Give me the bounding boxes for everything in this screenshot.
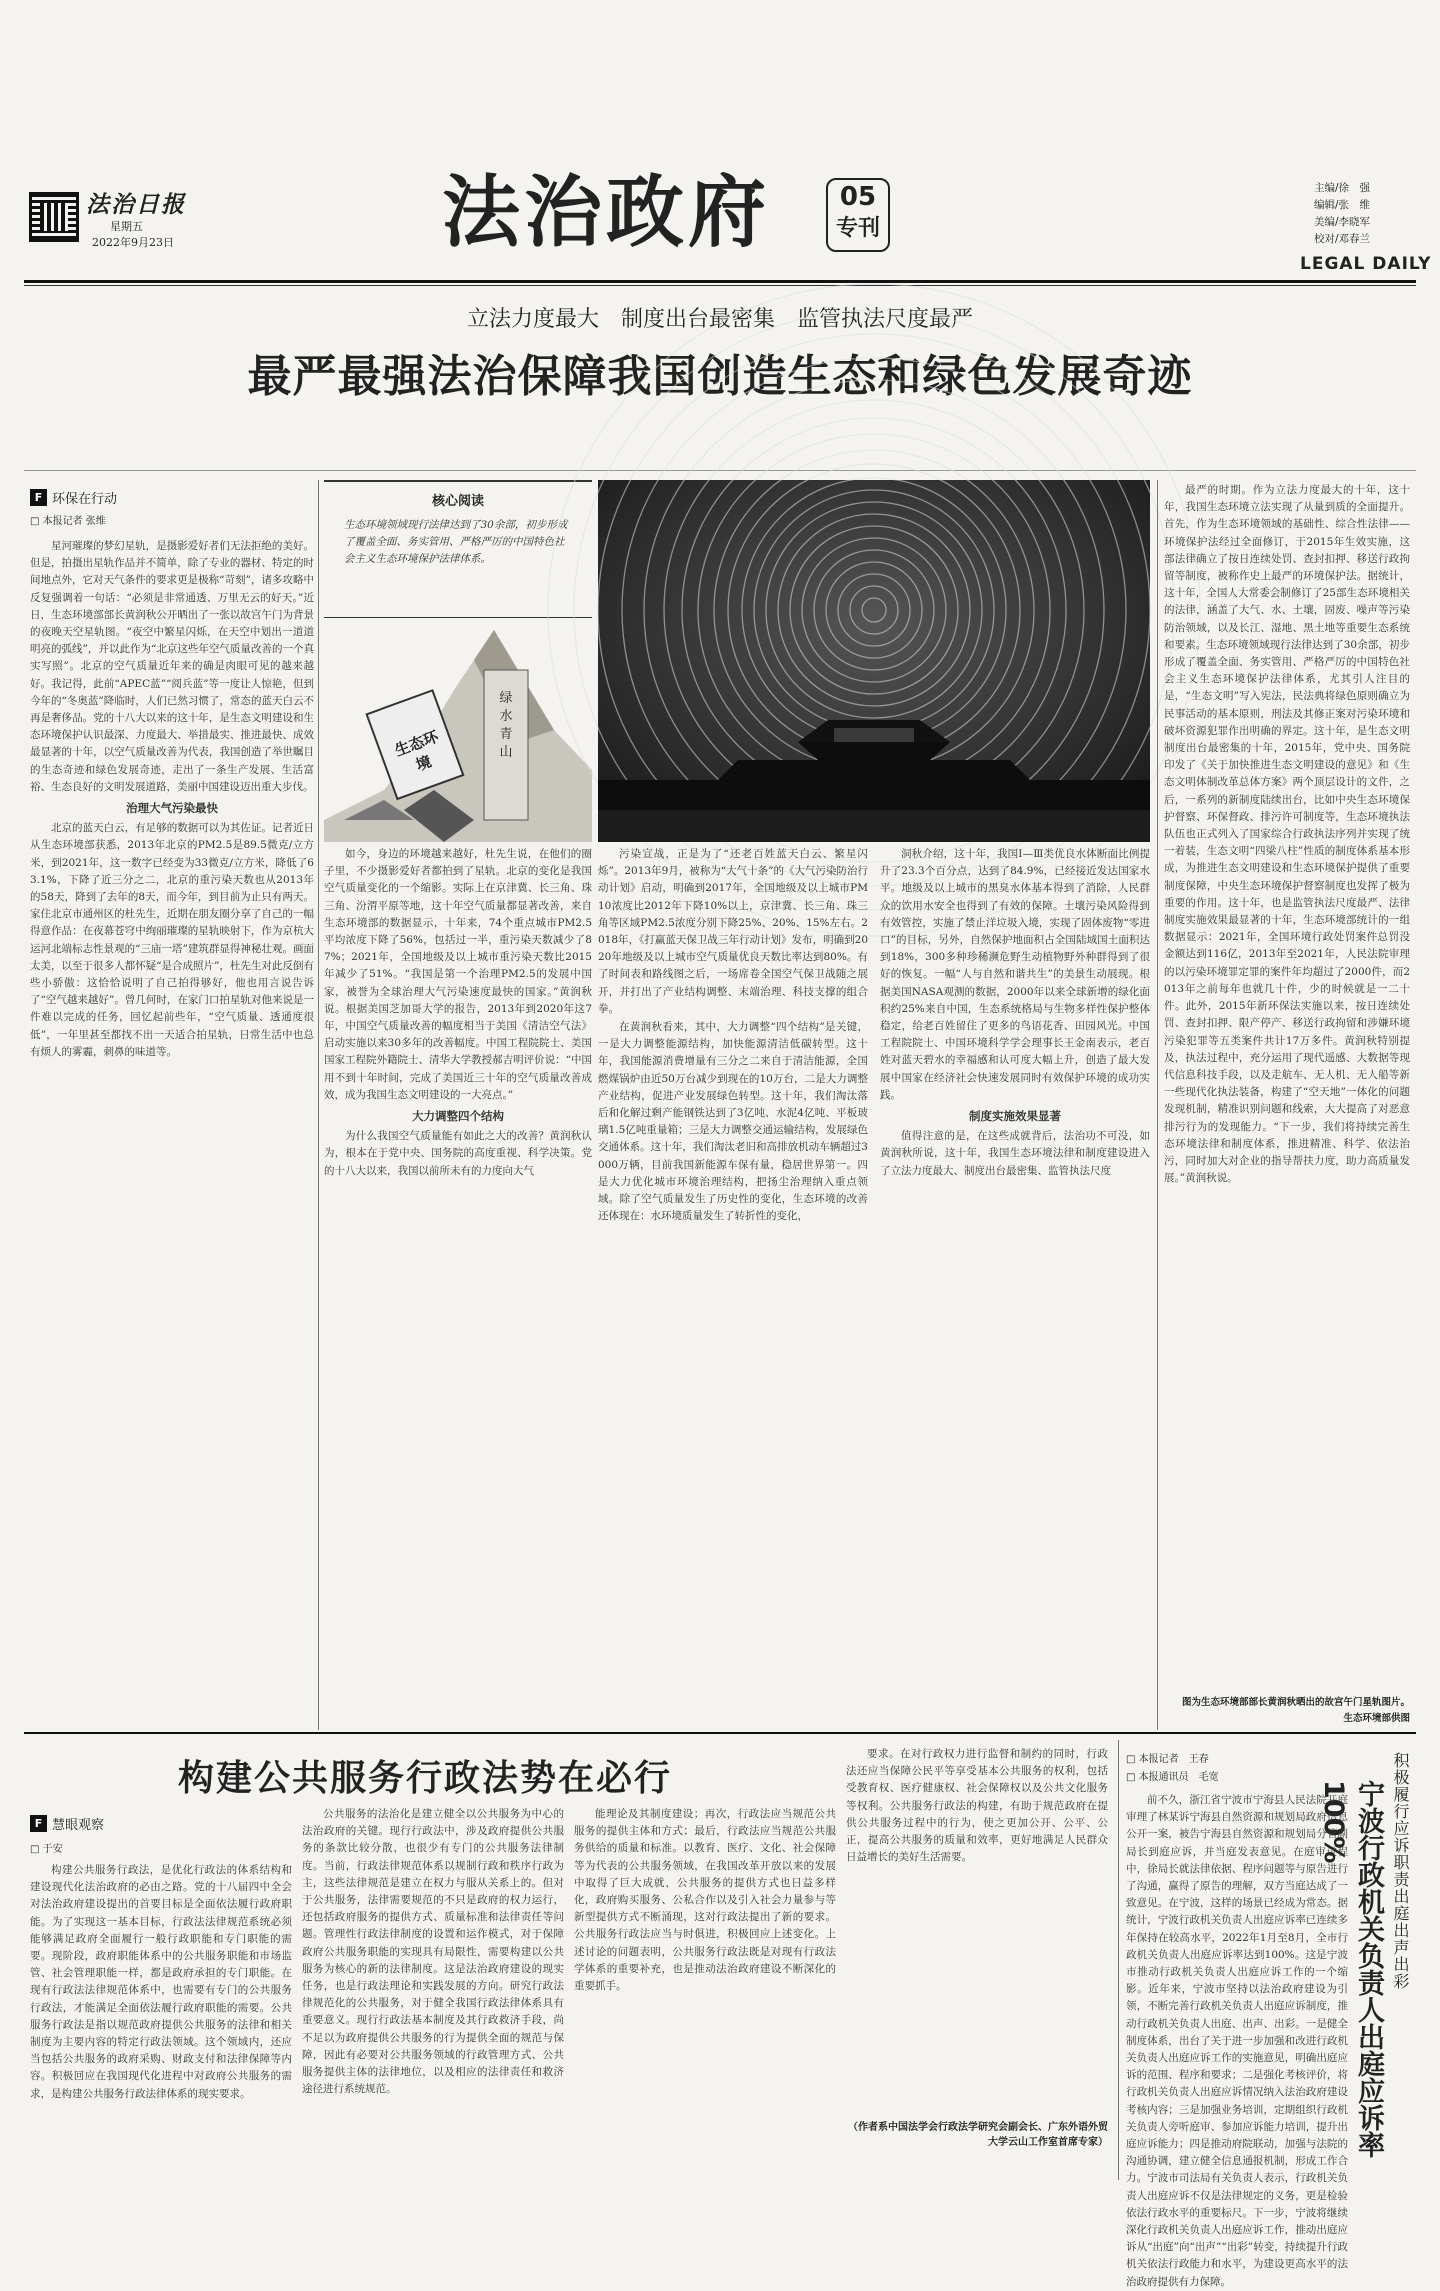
article3-text [1126, 1792, 1348, 2288]
lead-col2-text-a: 如今，身边的环境越来越好，杜先生说，在他们的圈子里，不少摄影爱好者都拍到了星轨。北京的变化是我国空气质量变化的一个缩影。实际上在京津冀、长三角、珠三角、汾渭平原等地，这十年空气质量都显著改善，来自生态环境部的数据显示，十年来，74个重点城市PM2.5平均浓度下降了56%，包括过一半，重污染天数减少了87%；2021年，全国地级及以上城市重污染天数比2015年减少了51%。“我国是第一个治理PM2.5的发展中国家，被誉为全球治理大气污染速度最快的国家。”黄润秋说。根据美国芝加哥大学的报告，2013年到2020年这7年，中国空气质量改善的幅度相当于美国《清洁空气法》启动实施以来30多年的改善幅度。中国工程院院士、美国国家工程院外籍院士、清华大学教授郝吉明评价说：“中国用不到十年时间，完成了美国近三十年的空气质量改善成效，成为我国生态文明建设的一大亮点。” [324, 848, 592, 1101]
lead-col1 [30, 538, 314, 1720]
article3-byline-1: □ 本报记者 王春 [1126, 1754, 1209, 1765]
lead-headline: 最严最强法治保障我国创造生态和绿色发展奇迹 [247, 351, 1193, 402]
photo-credit: 生态环境部供图 [1343, 1713, 1410, 1724]
lead-col3 [598, 846, 868, 1720]
column-logo-icon: F [30, 489, 47, 506]
lead-col5 [1164, 482, 1410, 1692]
lead-col3-text-a: 污染宣战，正是为了“还老百姓蓝天白云、繁星闪烁”。2013年9月，被称为“大气十条”的《大气污染防治行动计划》启动，明确到2017年，全国地级及以上城市PM10浓度比2012年下降10%以上，京津冀、长三角、珠三角等区域PM2.5浓度分别下降25%、20%、15%左右。2018年，《打赢蓝天保卫战三年行动计划》发布，明确到2020年地级及以上城市空气质量优良天数比率达到80%。有了时间表和路线图之后，一场席卷全国空气保卫战随之展开，并打出了产业结构调整、末端治理、科技支撑的组合拳。 [598, 848, 869, 1015]
illustration-svg [324, 620, 592, 842]
photo-caption: 图为生态环境部部长黄润秋晒出的故宫午门星轨图片。 [1181, 1697, 1410, 1708]
lead-subhead-3: 制度实施效果显著 [969, 1109, 1061, 1124]
core-reading-box [324, 480, 592, 618]
issue-date: 2022年9月23日 [92, 236, 174, 249]
column-logo-icon: F [30, 1815, 47, 1832]
brand-english: LEGAL DAILY [1300, 254, 1432, 274]
core-reading-title: 核心阅读 [431, 494, 484, 509]
lead-column-name: 环保在行动 [52, 492, 118, 507]
staff-proofreader: 校对/邓春兰 [1314, 233, 1371, 245]
lead-subhead-2: 大力调整四个结构 [412, 1109, 504, 1124]
lead-col4-text-a: 洞秋介绍，这十年，我国Ⅰ—Ⅲ类优良水体断面比例提升了23.3个百分点，达到了84.9%，已经接近发达国家水平。地级及以上城市的黑臭水体基本得到了消除，人民群众的饮用水安全也得到了有效的保障。土壤污染风险得到有效管控，实施了禁止洋垃圾入境，实现了固体废物“零进口”的目标，另外，自然保护地面积占全国陆域国土面积达到18%，300多种珍稀濒危野生动植物野外种群得到了很好的恢复。一幅“人与自然和谐共生”的美景生动展现。根据美国NASA观测的数据，2000年以来全球新增的绿化面积约25%来自中国，生态系统格局与生物多样性保护整体稳定，给老百姓留住了更多的鸟语花香、田园风光。中国工程院院士、中国环境科学学会理事长王金南表示，老百姓对蓝天碧水的幸福感和认可度大幅上升，创造了最大发展中国家在经济社会快速发展同时有效保护环境的成功实践。 [880, 848, 1150, 1101]
illustration-tag: 绿水青山 [499, 691, 513, 760]
lead-col4 [880, 846, 1150, 1720]
divider [318, 480, 319, 1730]
divider [1118, 1740, 1119, 2180]
lead-column-label [30, 488, 117, 507]
lead-col1-text-a: 星河璀璨的梦幻星轨，是摄影爱好者们无法拒绝的美好。但是，拍摄出星轨作品并不简单，除了专业的器材、特定的时间地点外，它对天气条件的要求更是极称“苛刻”，诸多攻略中反复强调着一句话：“必须是非常通透、万里无云的好天。”近日，生态环境部部长黄润秋公开晒出了一张以故宫午门为背景的夜晚天空星轨图。“夜空中繁星闪烁，在天空中划出一道道明亮的弧线”，并以此作为“北京这些年空气质量改善的一个真实写照”。北京的空气质量近年来的确是肉眼可见的越来越好。我记得，此前“APEC蓝”“阅兵蓝”等一度让人惊艳，但到今年的“冬奥蓝”降临时，人们已然习惯了，常态的蓝天白云不再是奢侈品。党的十八大以来的这十年，是生态文明建设和生态环境保护认识最深、力度最大、举措最实、推进最快、成效最显著的十年，以空气质量改善为代表，我国创造了举世瞩目的生态奇迹和绿色发展奇迹，走出了一条生产发展、生活富裕、生态良好的文明发展道路，美丽中国建设迈出重大步伐。 [30, 540, 314, 793]
section-title: 法治政府 [442, 168, 771, 258]
lead-col4-text-b: 值得注意的是，在这些成就背后，法治功不可没，如黄润秋所说，这十年，我国生态环境法律和制度建设进入了立法力度最大、制度出台最密集、监管执法尺度 [880, 1130, 1150, 1177]
lead-col2-text-b: 为什么我国空气质量能有如此之大的改善？黄润秋认为，根本在于党中央、国务院的高度重视、科学决策。党的十八大以来，我国以前所未有的力度向大气 [324, 1130, 592, 1177]
core-reading-text: 生态环境领域现行法律达到了30余部，初步形成了覆盖全面、务实管用、严格严厉的中国特色社会主义生态环境保护法律体系。 [344, 519, 568, 565]
illustration [324, 620, 592, 842]
article2-col3-text: 能理论及其制度建设；再次，行政法应当规范公共服务的提供主体和方式；最后，行政法应当规范公共服务供给的质量和标准。以教育、医疗、文化、社会保障等为代表的公共服务领域，在我国改革开放以来的发展中取得了巨大成就，公共服务的提供方式也日益多样化，政府购买服务、公私合作以及引入社会力量参与等新型提供方式不断涌现，这对行政法提出了新的要求。公共服务行政法应当与时俱进，积极回应上述变化。上述讨论的问题表明，公共服务行政法既是对现有行政法学体系的重要补充，也是推动法治政府建设不断深化的重要抓手。 [574, 1808, 836, 1993]
weekday: 星期五 [110, 220, 143, 233]
article3-headline-vertical: 宁波行政机关负责人出庭应诉率100% [1318, 1780, 1384, 2158]
illustration-sign: 生态环境 [392, 727, 441, 775]
staff-editor: 编辑/张 维 [1314, 199, 1371, 211]
article2-col4 [846, 1746, 1108, 2108]
page-number: 05 [839, 182, 877, 212]
lead-col2 [324, 846, 592, 1720]
article2-headline: 构建公共服务行政法势在必行 [177, 1758, 672, 1799]
staff-list [1314, 180, 1370, 248]
staff-art-editor: 美编/李晓军 [1314, 216, 1371, 228]
lead-col1-text-b: 北京的蓝天白云，有足够的数据可以为其佐证。记者近日从生态环境部获悉，2013年北京的PM2.5是89.5微克/立方米，到2021年，这一数字已经变为33微克/立方米，降低了63.1%，下降了近三分之二，北京的重污染天数也从2013年的58天，降到了去年的8天，而今年，到目前为止只有两天。家住北京市通州区的杜先生，近期在朋友圈分享了自己的一幅得意作品：在夜幕苍穹中绚丽璀璨的星轨映射下，作为京杭大运河北端标志性景观的“三庙一塔”建筑群显得神秘壮观。画面太美，以至于很多人都怀疑“是合成照片”，杜先生对此反倒有些小骄傲：这恰恰说明了自己拍得够好，他也用言说告诉了“空气越来越好”。曾几何时，在家门口拍星轨对他来说是一件难以完成的任务，回忆起前些年，“空气质量、透通度很低”，一年里甚至都找不出一天适合拍星轨，日常生活中也总有烦人的雾霾，刺鼻的味道等。 [30, 822, 314, 1058]
divider [1157, 480, 1158, 1730]
masthead-rule-thin [24, 285, 1416, 286]
article2-byline: □ 于安 [30, 1844, 63, 1855]
article2-col2-text: 公共服务的法治化是建立健全以公共服务为中心的法治政府的关键。现行行政法中，涉及政府提供公共服务的条款比较分散，也很少有专门的公共服务法律制度。当前，行政法律规范体系以规制行政和秩序行政为主，这些法律规范是建立在权力与服从关系上的。但对于公共服务，法律需要规范的不只是政府的权力运行，还包括政府服务的提供方式、质量标准和法律责任等问题。管理性行政法律制度的设置和运作模式，对于保障政府公共服务职能的实现具有局限性，需要构建以公共服务为核心的新的法律制度。这是法治政府建设的现实任务，也是行政法理论和实践发展的方向。研究行政法律规范化的公共服务，对于健全我国行政法律体系具有重要意义。现行行政法基本制度及其行政救济手段，尚不足以为政府提供公共服务的行为提供全面的规范与保障，因此有必要对公共服务领域的行政管理方式、公共服务提供主体的法律地位，以及相应的法律责任和救济途径进行系统规范。 [302, 1808, 564, 2096]
page-type: 专刊 [835, 216, 880, 241]
article2-col1-text: 构建公共服务行政法，是优化行政法的体系结构和建设现代化法治政府的必由之路。党的十八届四中全会对法治政府建设提出的首要目标是全面依法履行政府职能。为了实现这一基本目标，行政法法律规范系统必须能够满足政府全面履行一般行政职能和专门职能的需要。现阶段，政府职能体系中的公共服务职能和市场监管、社会管理职能一样，都是政府承担的专门职能。在现有行政法法律规范体系中，也需要有专门的公共服务行政法，才能满足全面依法履行政府职能的需要。公共服务行政法是指以规范政府提供公共服务的法律和相关制度为主要内容的特定行政法领域。这个领域内，还应当包括公共服务的政府采购、财政支付和法律保障等内容。积极回应在我国现代化进程中对政府公共服务的需求，是构建公共服务行政法律体系的现实要求。 [30, 1864, 292, 2100]
lead-col3-text-b: 在黄润秋看来，其中，大力调整“四个结构”是关键，一是大力调整能源结构，加快能源清洁低碳转型。这十年，我国能源消费增量有三分之二来自于清洁能源，全国燃煤锅炉由近50万台减少到现在的10万台，二是大力调整产业结构，促进产业发展绿色转型。这十年，我们淘汰落后和化解过剩产能钢铁达到了3亿吨、水泥4亿吨、平板玻璃1.5亿吨重量箱；三是大力调整交通运输结构，发展绿色交通体系。这十年，我们淘汰老旧和高排放机动车辆超过3000万辆，目前我国新能源车保有量，稳居世界第一。四是大力优化城市环境治理结构，把扬尘治理纳入重点领域。除了空气质量发生了历史性的变化，生态环境的改善还体现在：水环境质量发生了转折性的变化， [598, 1021, 868, 1223]
article2-col3 [574, 1806, 836, 2174]
masthead-rule [24, 280, 1416, 283]
article2-col2 [302, 1806, 564, 2174]
newspaper-logo: 法治日报 [86, 191, 186, 218]
lead-rule [24, 470, 1416, 471]
lead-col5-text: 最严的时期。作为立法力度最大的十年，这十年，我国生态环境立法实现了从量到质的全面提升。首先，作为生态环境领域的基础性、综合性法律——环境保护法经过全面修订，于2015年生效实施，这部法律确立了按日连续处罚、查封扣押、移送行政拘留等制度，被称作史上最严的环境保护法。据统计，这十年，全国人大常委会制修订了25部生态环境相关的法律，涵盖了大气、水、土壤，固废、噪声等污染防治领域，以及长江、湿地、黑土地等重要生态系统和要素。生态环境领域现行法律达到了30余部，初步形成了覆盖全面、务实管用、严格严厉的中国特色社会主义生态环境保护法律体系，尤其引人注目的是，“生态文明”写入宪法，民法典将绿色原则确立为民事活动的基本原则，刑法及其修正案对污染环境和破坏资源犯罪作出明确的界定。这十年，是生态文明制度出台最密集的十年，2015年，党中央、国务院印发了《关于加快推进生态文明建设的意见》和《生态文明体制改革总体方案》两个顶层设计的文件，之后，一系列的新制度陆续出台，比如中央生态环境保护督察、环保督政、排污许可制度等，生态环境执法队伍也正式列入了国家综合行政执法序列并实现了统一着装，生态文明“四梁八柱”性质的制度体系基本形成，为推进生态文明建设和生态环境保护提供了重要制度保障，中央生态环境保护督察制度也发挥了极为重要的作用。这十年，也是监管执法尺度最严、法律制度实施效果最显著的十年，生态环境部统计的一组数据显示：2021年，全国环境行政处罚案件总罚没金额达到116亿，2013年至2021年，人民法院审理的以污染环境罪定罪的案件年均超过了2000件，而2013年之前每年也就几十件，少的时候就是一二十件。此外，2015年新环保法实施以来，按日连续处罚、查封扣押、限产停产、移送行政拘留和涉嫌环境污染犯罪等五类案件共计17万多件。黄润秋特别提及，执法过程中，充分运用了现代遥感、大数据等现代信息科技手段，以及走航车、无人机、无人船等新一些现代化执法装备，构建了“空天地”一体化的问题发现机制，精准识别问题和线索，大大提高了对恶意排污行为的发现能力。“下一步，我们将持续完善生态环境法律和制度体系，推进精准、科学、依法治污，同时加大对企业的指导帮扶力度，助力高质量发展。”黄润秋说。 [1164, 484, 1410, 1185]
star-trail-svg [598, 480, 1150, 842]
article3-body: 前不久，浙江省宁波市宁海县人民法院开庭审理了林某诉宁海县自然资源和规划局政府信息公开一案，被告宁海县自然资源和规划局分管副局长到庭应诉，并当庭发表意见。在庭审过程中，徐局长就法律依据、程序问题等与原告进行了沟通，赢得了原告的理解，双方当庭达成了一致意见。在宁波，这样的场景已经成为常态。据统计，宁波行政机关负责人出庭应诉率已连续多年保持在较高水平，2022年1月至8月，全市行政机关负责人出庭应诉率达到100%。这是宁波市推动行政机关负责人出庭应诉工作的一个缩影。近年来，宁波市坚持以法治政府建设为引领，不断完善行政机关负责人出庭应诉制度，推动行政机关负责人出庭、出声、出彩。一是健全制度体系，出台了关于进一步加强和改进行政机关负责人出庭应诉工作的实施意见，明确出庭应诉的范围、程序和要求；二是强化考核评价，将行政机关负责人出庭应诉情况纳入法治政府建设考核内容；三是加强业务培训，定期组织行政机关负责人旁听庭审、参加应诉能力培训，提升出庭应诉能力；四是推动府院联动，加强与法院的沟通协调，建立健全信息通报机制，形成工作合力。宁波市司法局有关负责人表示，行政机关负责人出庭应诉不仅是法律规定的义务，更是检验依法行政水平的重要标尺。下一步，宁波将继续深化行政机关负责人出庭应诉工作，推动出庭应诉从“出庭”向“出声”“出彩”转变，持续提升行政机关依法行政能力和水平，为建设更高水平的法治政府提供有力保障。 [1126, 1794, 1348, 2288]
staff-editor-in-chief: 主编/徐 强 [1314, 182, 1371, 194]
article2-col4-text: 要求。在对行政权力进行监督和制约的同时，行政法还应当保障公民平等享受基本公共服务的权利，包括受教育权、医疗健康权、社会保障权以及公共文化服务等权利。公共服务行政法的构建，有助于规范政府在提供公共服务过程中的行为，使之更加公开、公平、公正，提高公共服务的质量和效率，更好地满足人民群众日益增长的美好生活需要。 [846, 1748, 1108, 1864]
article2-col1 [30, 1862, 292, 2174]
qr-code-icon [29, 192, 79, 242]
article2-column-label [30, 1814, 104, 1833]
section-rule [24, 1732, 1416, 1734]
article2-author-note: （作者系中国法学会行政法学研究会副会长、广东外语外贸大学云山工作室首席专家） [848, 2122, 1108, 2148]
star-trail-photo [598, 480, 1150, 842]
article2-column-name: 慧眼观察 [52, 1818, 105, 1833]
article3-byline-2: □ 本报通讯员 毛宽 [1126, 1772, 1219, 1783]
lead-subhead-1: 治理大气污染最快 [126, 801, 218, 816]
lead-kicker: 立法力度最大 制度出台最密集 监管执法尺度最严 [466, 307, 973, 332]
page-badge [826, 178, 890, 252]
article3-kicker-vertical: 积极履行应诉职责出庭出声出彩 [1391, 1752, 1410, 1990]
lead-byline: □ 本报记者 张维 [30, 516, 106, 527]
